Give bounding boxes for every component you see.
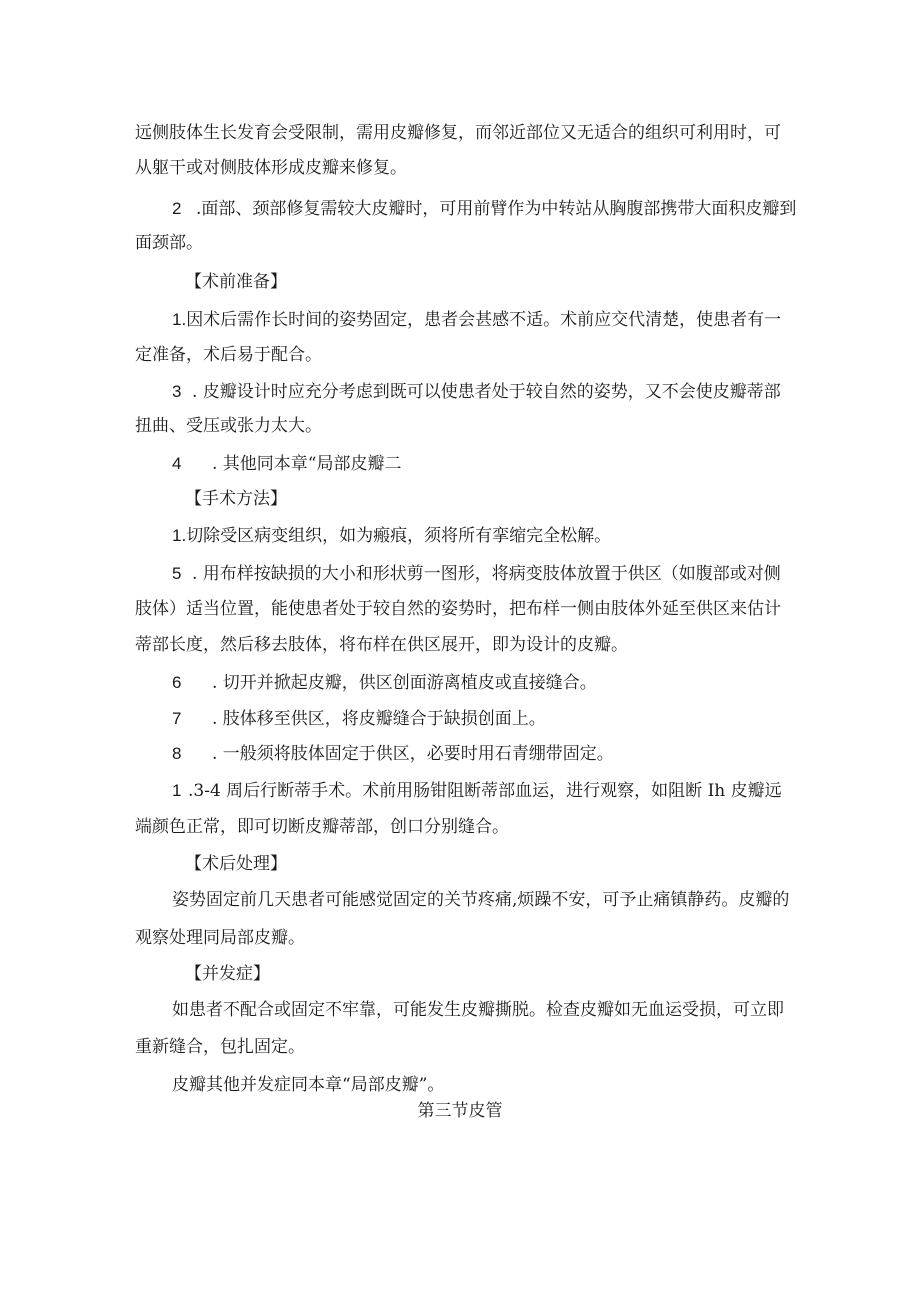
paragraph-line: 如患者不配合或固定不牢靠，可能发生皮瓣撕脱。检查皮瓣如无血运受损，可立即 bbox=[172, 1000, 784, 1020]
list-item-3 bbox=[172, 380, 832, 404]
list-number: 7 bbox=[172, 709, 182, 728]
paragraph-line: 观察处理同局部皮瓣。 bbox=[135, 928, 305, 948]
paragraph-line: 皮瓣其他并发症同本章“局部皮瓣”。 bbox=[172, 1075, 445, 1095]
list-number: 4 bbox=[172, 454, 182, 473]
list-item-6 bbox=[172, 671, 832, 695]
list-text: 切除受区病变组织，如为瘢痕，须将所有挛缩完全松解。 bbox=[186, 526, 612, 546]
list-item-8 bbox=[172, 742, 832, 766]
list-number: 2 bbox=[172, 199, 182, 218]
list-number: 6 bbox=[172, 673, 182, 692]
paragraph-line: 蒂部长度，然后移去肢体，将布样在供区展开，即为设计的皮瓣。 bbox=[135, 635, 628, 655]
list-item-7 bbox=[172, 707, 832, 731]
section-heading-method: 【手术方法】 bbox=[185, 489, 287, 509]
paragraph-line: 姿势固定前几天患者可能感觉固定的关节疼痛,烦躁不安，可予止痛镇静药。皮瓣的 bbox=[172, 890, 790, 910]
paragraph-line: 端颜色正常，即可切断皮瓣蒂部，创口分别缝合。 bbox=[135, 817, 509, 837]
list-text: . 其他同本章“局部皮瓣二 bbox=[212, 454, 402, 474]
list-text: .3-4 周后行断蒂手术。术前用肠钳阻断蒂部血运，进行观察，如阻断 Ih 皮瓣远 bbox=[188, 781, 782, 801]
list-item-2 bbox=[172, 197, 832, 221]
list-item-1 bbox=[172, 524, 832, 548]
list-number: 5 bbox=[172, 564, 182, 583]
paragraph-line: 面颈部。 bbox=[135, 233, 203, 253]
list-text: . 切开并掀起皮瓣，供区创面游离植皮或直接缝合。 bbox=[212, 673, 597, 693]
list-text: . 一般须将肢体固定于供区，必要时用石青绷带固定。 bbox=[212, 744, 614, 764]
paragraph-line: 远侧肢体生长发育会受限制，需用皮瓣修复，而邻近部位又无适合的组织可利用时，可 bbox=[135, 123, 781, 143]
list-number: 1. bbox=[172, 310, 187, 329]
list-item-1 bbox=[172, 308, 832, 332]
list-item-1 bbox=[172, 779, 832, 803]
list-number: 8 bbox=[172, 744, 182, 763]
list-text: . 肢体移至供区，将皮瓣缝合于缺损创面上。 bbox=[212, 709, 546, 729]
list-text: . 用布样按缺损的大小和形状剪一图形，将病变肢体放置于供区（如腹部或对侧 bbox=[192, 564, 781, 584]
paragraph-line: 从躯干或对侧肢体形成皮瓣来修复。 bbox=[135, 158, 407, 178]
paragraph-line: 肢体）适当位置，能使患者处于较自然的姿势时，把布样一侧由肢体外延至供区来估计 bbox=[135, 599, 781, 619]
section-heading-preop: 【术前准备】 bbox=[185, 272, 287, 292]
list-item-4 bbox=[172, 452, 832, 476]
section-heading-postop: 【术后处理】 bbox=[185, 854, 287, 874]
list-number: 3 bbox=[172, 382, 182, 401]
section-heading-complication: 【并发症】 bbox=[185, 964, 270, 984]
list-item-5 bbox=[172, 562, 832, 586]
paragraph-line: 扭曲、受压或张力太大。 bbox=[135, 416, 322, 436]
list-text: .面部、颈部修复需较大皮瓣时，可用前臂作为中转站从胸腹部携带大面积皮瓣到 bbox=[196, 199, 797, 219]
paragraph-line: 定准备，术后易于配合。 bbox=[135, 345, 322, 365]
list-text: . 皮瓣设计时应充分考虑到既可以使患者处于较自然的姿势，又不会使皮瓣蒂部 bbox=[192, 382, 781, 402]
section-title: 第三节皮管 bbox=[417, 1101, 503, 1121]
list-text: 因术后需作长时间的姿势固定，患者会甚感不适。术前应交代清楚，使患者有一 bbox=[186, 310, 782, 330]
list-number: 1. bbox=[172, 526, 187, 545]
list-number: 1 bbox=[172, 781, 182, 800]
paragraph-line: 重新缝合，包扎固定。 bbox=[135, 1037, 305, 1057]
